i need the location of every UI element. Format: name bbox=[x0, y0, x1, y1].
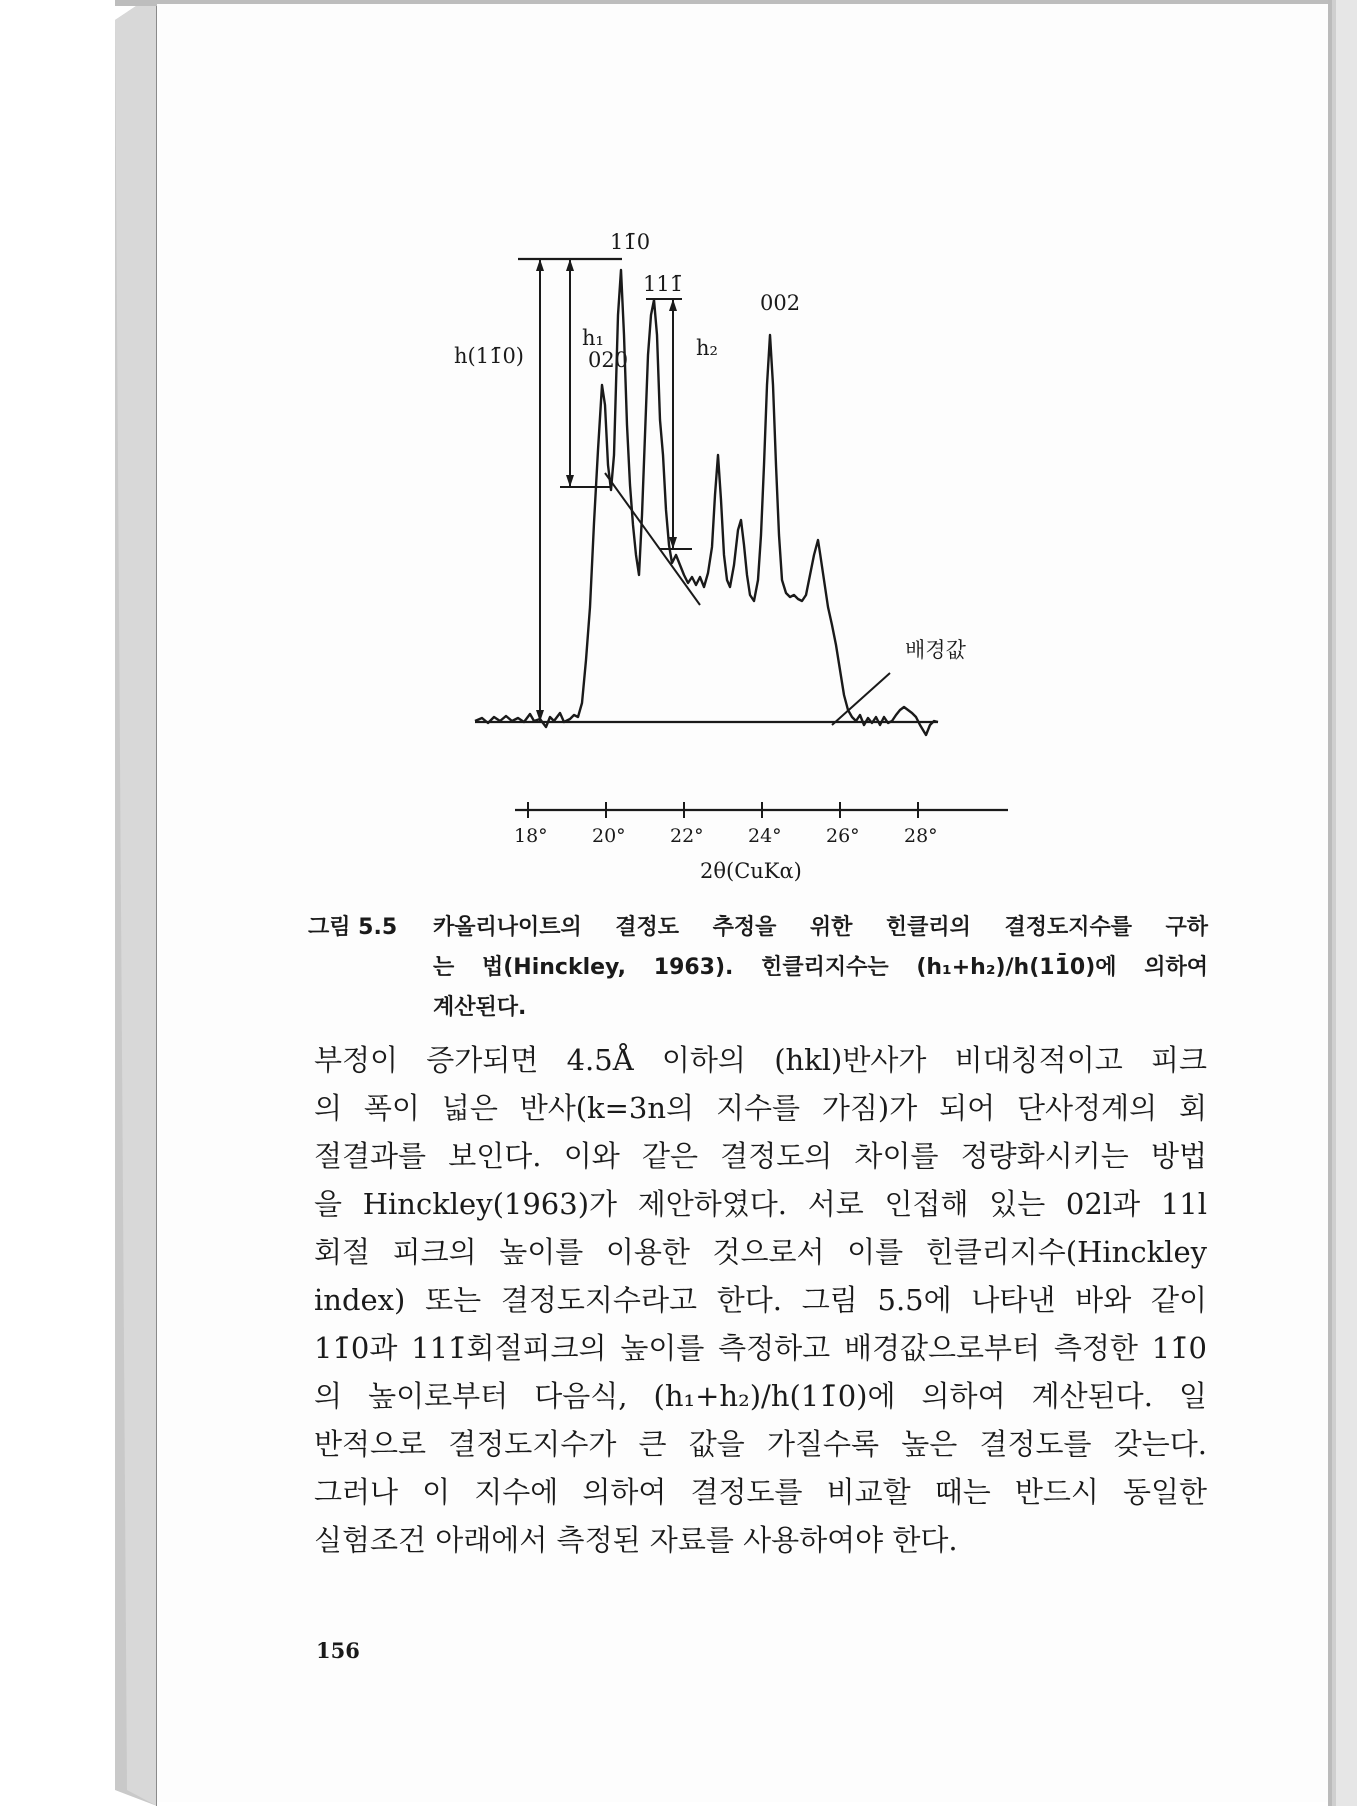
body-line: 의 높이로부터 다음식, (h₁+h₂)/h(11̄0)에 의하여 계산된다. 일 bbox=[314, 1379, 1207, 1413]
body-line: 그러나 이 지수에 의하여 결정도를 비교할 때는 반드시 동일한 bbox=[314, 1475, 1207, 1509]
body-line: 부정이 증가되면 4.5Å 이하의 (hkl)반사가 비대칭적이고 피크 bbox=[314, 1043, 1207, 1077]
peak-label-110: 11̄0 bbox=[610, 230, 651, 254]
caption-line: 카올리나이트의 결정도 추정을 위한 힌클리의 결정도지수를 구하 bbox=[433, 915, 1208, 940]
x-axis-tick-label: 20° bbox=[592, 825, 626, 847]
body-line: 11̄0과 111̄회절피크의 높이를 측정하고 배경값으로부터 측정한 11̄0 bbox=[314, 1331, 1207, 1365]
h1-arrow-head-top bbox=[566, 259, 574, 271]
body-line: 을 Hinckley(1963)가 제안하였다. 서로 인접해 있는 02l과 11l bbox=[314, 1187, 1207, 1221]
x-axis-tick-label: 22° bbox=[670, 825, 704, 847]
h110-arrow-head-top bbox=[536, 259, 544, 271]
caption-label: 그림 5.5 bbox=[308, 915, 398, 940]
body-line: 의 폭이 넓은 반사(k=3n의 지수를 가짐)가 되어 단사정계의 회 bbox=[314, 1091, 1207, 1125]
caption-line: 계산된다. bbox=[433, 995, 527, 1020]
peak-label-111: 111̄ bbox=[643, 272, 684, 296]
x-axis-tick-label: 28° bbox=[904, 825, 938, 847]
background-label: 배경값 bbox=[905, 638, 966, 662]
body-line: 반적으로 결정도지수가 큰 값을 가질수록 높은 결정도를 갖는다. bbox=[314, 1427, 1207, 1461]
page-edge-shadow bbox=[1328, 0, 1332, 1806]
h1-arrow-head-bottom bbox=[566, 475, 574, 487]
peak-label-002: 002 bbox=[760, 291, 801, 315]
x-axis-ticks bbox=[514, 802, 938, 847]
x-axis-tick-label: 18° bbox=[514, 825, 548, 847]
caption-line: 는 법(Hinckley, 1963). 힌클리지수는 (h₁+h₂)/h(11̄0)에 의하여 bbox=[433, 955, 1208, 980]
x-axis-tick-label: 26° bbox=[826, 825, 860, 847]
book-right-edge bbox=[1330, 0, 1357, 1806]
x-axis-label: 2θ(CuKα) bbox=[700, 859, 802, 883]
xrd-figure bbox=[454, 230, 1060, 895]
h110-label: h(11̄0) bbox=[454, 344, 524, 368]
body-line: index) 또는 결정도지수라고 한다. 그림 5.5에 나타낸 바와 같이 bbox=[314, 1283, 1207, 1317]
x-axis-tick-label: 24° bbox=[748, 825, 782, 847]
h1-label: h₁ bbox=[582, 326, 604, 350]
h2-label: h₂ bbox=[696, 336, 718, 360]
xrd-diffraction-plot bbox=[454, 230, 1060, 895]
page-number: 156 bbox=[316, 1638, 360, 1663]
caption-body bbox=[433, 908, 1208, 1028]
book-spine-edge bbox=[115, 0, 157, 1806]
body-paragraph bbox=[314, 1036, 1207, 1564]
body-line: 절결과를 보인다. 이와 같은 결정도의 차이를 정량화시키는 방법 bbox=[314, 1139, 1207, 1173]
body-line: 회절 피크의 높이를 이용한 것으로서 이를 힌클리지수(Hinckley bbox=[314, 1235, 1207, 1269]
peak-label-020: 020 bbox=[588, 348, 629, 372]
body-line: 실험조건 아래에서 측정된 자료를 사용하여야 한다. bbox=[314, 1523, 958, 1557]
tangent-line bbox=[605, 473, 700, 605]
h2-arrow-head-top bbox=[669, 299, 677, 311]
